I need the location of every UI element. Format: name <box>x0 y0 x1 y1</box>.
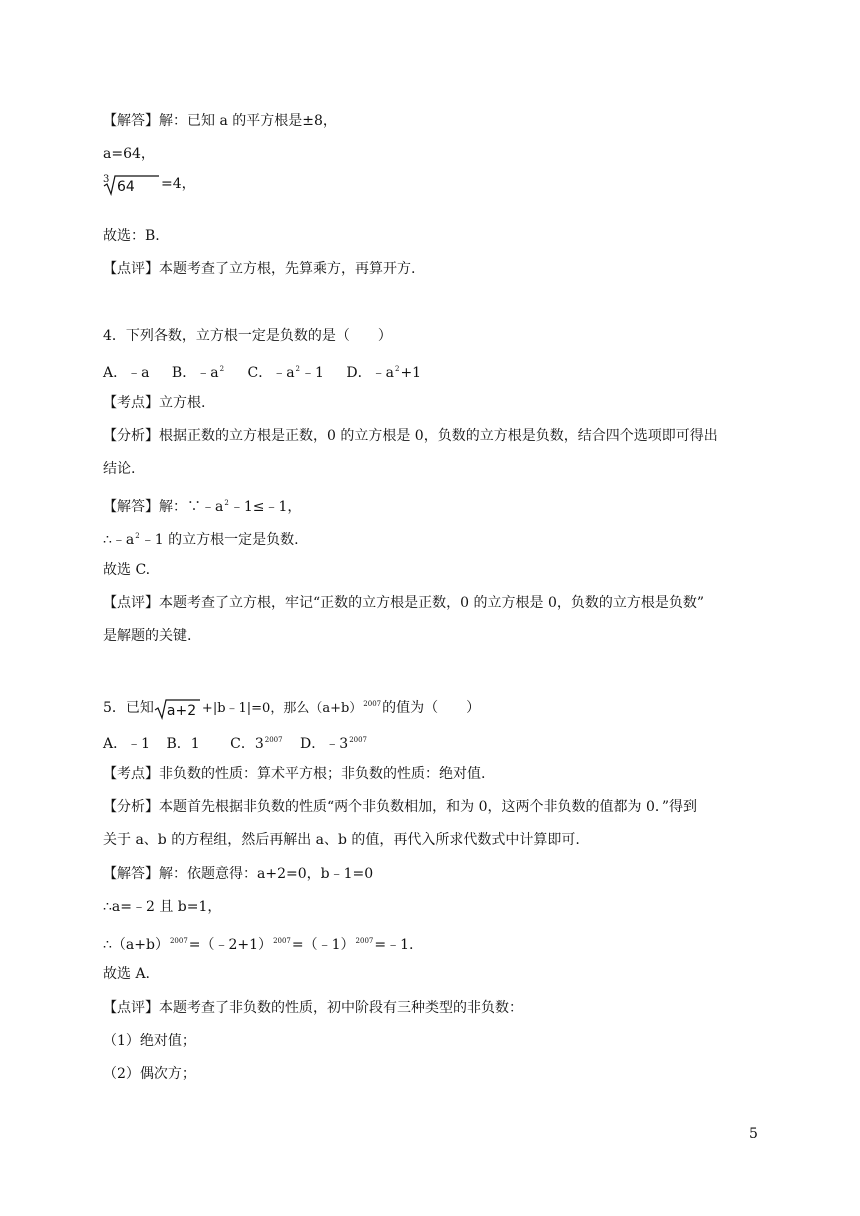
point-label: 【考点】 <box>103 395 159 411</box>
cube-root-result: =4， <box>161 176 196 192</box>
q4-option-c: C．$﹣a^2﹣1$ <box>247 365 324 381</box>
comment-label: 【点评】 <box>103 1000 159 1016</box>
square-root-expression <box>154 698 202 718</box>
square-root-radicand: a+2 <box>166 703 197 719</box>
q5-question: 5．已知 a+2 +|b﹣1|=0，那么$(a+b)^{2007}$的值为（ ） <box>103 700 481 719</box>
q4-choice: 故选 C. <box>103 562 151 578</box>
q4-option-b: B．$﹣a^2$ <box>171 365 225 381</box>
q4-option-d: D．$﹣a^2+1$ <box>346 365 422 381</box>
q3-comment: 【点评】本题考查了立方根，先算乘方，再算开方. <box>103 261 416 277</box>
cube-root-index: 3 <box>103 174 110 185</box>
q4-analysis-line2: 结论. <box>103 461 136 477</box>
q5-option-c: C．$3^{2007}$ <box>230 736 283 752</box>
q4-comment-line1: 【点评】本题考查了立方根，牢记“正数的立方根是正数，0 的立方根是 0，负数的立方根是负数” <box>103 595 705 611</box>
q5-answer-line1: 【解答】解：依题意得：a+2=0，b﹣1=0 <box>103 866 374 882</box>
q4-analysis-line1: 【分析】根据正数的立方根是正数，0 的立方根是 0，负数的立方根是负数，结合四个选项即可得出 <box>103 428 718 444</box>
q5-choice: 故选 A. <box>103 966 151 982</box>
q4-comment-line2: 是解题的关键. <box>103 628 192 644</box>
cube-root-expression <box>103 174 161 194</box>
q3-answer-line1: 【解答】解：已知 a 的平方根是±8， <box>103 113 337 129</box>
q3-answer-line2: a=64， <box>103 146 155 162</box>
q4-options <box>103 359 421 383</box>
q5-list-item-2: （2）偶次方； <box>103 1066 196 1082</box>
q5-option-d: D．$﹣3^{2007}$ <box>300 736 368 752</box>
q5-analysis-line2: 关于 a、b 的方程组，然后再解出 a、b 的值，再代入所求代数式中计算即可. <box>103 832 580 848</box>
q3-choice: 故选：B. <box>103 228 160 244</box>
cube-root-radicand: 64 <box>117 179 135 195</box>
q4-point: 【考点】立方根. <box>103 395 206 411</box>
answer-label: 【解答】 <box>103 113 159 129</box>
q4-answer: 【解答】解：$\because﹣a^2﹣1\le﹣1$， <box>103 499 302 515</box>
q5-comment: 【点评】本题考查了非负数的性质，初中阶段有三种类型的非负数： <box>103 1000 523 1016</box>
comment-label: 【点评】 <box>103 595 159 611</box>
analysis-label: 【分析】 <box>103 428 159 444</box>
q4-question: 4．下列各数，立方根一定是负数的是（ ） <box>103 328 392 344</box>
q5-point: 【考点】非负数的性质：算术平方根；非负数的性质：绝对值. <box>103 766 486 782</box>
q5-analysis-line1: 【分析】本题首先根据非负数的性质“两个非负数相加，和为 0，这两个非负数的值都为 0．”得到 <box>103 799 698 815</box>
analysis-label: 【分析】 <box>103 799 159 815</box>
answer-label: 【解答】 <box>103 499 159 515</box>
q5-calculation: $\therefore(a+b)^{2007}=(﹣2+1)^{2007}=(﹣1)^{2007}=﹣1$. <box>103 937 414 953</box>
q5-option-b: B．1 <box>166 736 200 752</box>
q5-answer-line2: ∴a=﹣2 且 b=1， <box>103 899 222 915</box>
answer-label: 【解答】 <box>103 866 159 882</box>
q3-cuberoot-line <box>103 174 196 194</box>
q5-option-a: A．﹣1 <box>103 736 151 752</box>
page-number: 5 <box>749 1126 758 1142</box>
q4-therefore: $\therefore﹣a^2﹣1$ 的立方根一定是负数. <box>103 532 299 548</box>
q5-list-item-1: （1）绝对值； <box>103 1033 196 1049</box>
comment-label: 【点评】 <box>103 261 159 277</box>
q4-option-a: A．﹣a <box>103 365 150 381</box>
point-label: 【考点】 <box>103 766 159 782</box>
q5-options <box>103 730 368 754</box>
